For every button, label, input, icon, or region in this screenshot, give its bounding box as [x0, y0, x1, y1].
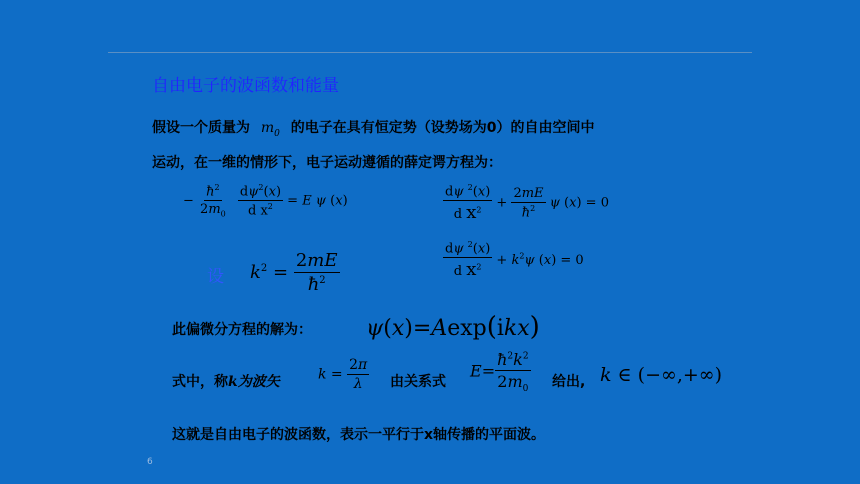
wave-vector-label — [172, 371, 280, 391]
mass-symbol: $m_0$ — [260, 120, 280, 139]
schrodinger-equation: − $\frac{ħ^2}{2m_0}$ $\frac{d\psi^2(x)}{d x^2}$ = E ψ (x) — [183, 183, 348, 219]
intro-line-2: 运动，在一维的情形下，电子运动遵循的薛定谔方程为： — [152, 155, 502, 171]
page-number: 6 — [147, 457, 153, 467]
giveout-label: 给出, — [552, 374, 586, 390]
solution-label: 此偏微分方程的解为： — [172, 322, 312, 338]
let-label: 设 — [207, 267, 224, 287]
energy-relation: E= $\frac{ħ^2k^2}{2m_0}$ — [470, 350, 529, 395]
slide-heading: 自由电子的波函数和能量 — [152, 76, 339, 96]
conclusion-text: 这就是自由电子的波函数，表示一平行于x轴传播的平面波。 — [172, 427, 546, 443]
k-wavelength-relation: k = $\frac{2\pi}{\lambda}$ — [318, 357, 368, 392]
relation-label: 由关系式 — [390, 374, 446, 390]
intro-line-1-b: 的电子在具有恒定势（设势场为0）的自由空间中 — [290, 120, 595, 136]
wave-vector-k: k — [228, 374, 238, 390]
wave-vector-label-a: 式中，称 — [172, 374, 228, 390]
k-definition: $k^2$ = $\frac{2mE}{ħ^2}$ — [250, 250, 338, 295]
k-form-equation: $\frac{d\psi ^2(x)}{d x^2}$ + $k^2\psi$ (x) = 0 — [445, 240, 584, 281]
top-divider — [108, 52, 752, 53]
wavefunction-solution: ψ(x)=Aexp(ikx) — [366, 312, 540, 342]
k-range: k ∈ (−∞,+∞) — [600, 364, 723, 386]
intro-line-1-a: 假设一个质量为 — [152, 120, 250, 136]
intro-line-1 — [152, 117, 595, 139]
wave-vector-label-b: 为波矢 — [237, 374, 280, 390]
rearranged-equation: $\frac{d\psi ^2(x)}{d x^2}$ + $\frac{2mE}{ħ^2}$ ψ (x) = 0 — [445, 183, 609, 224]
